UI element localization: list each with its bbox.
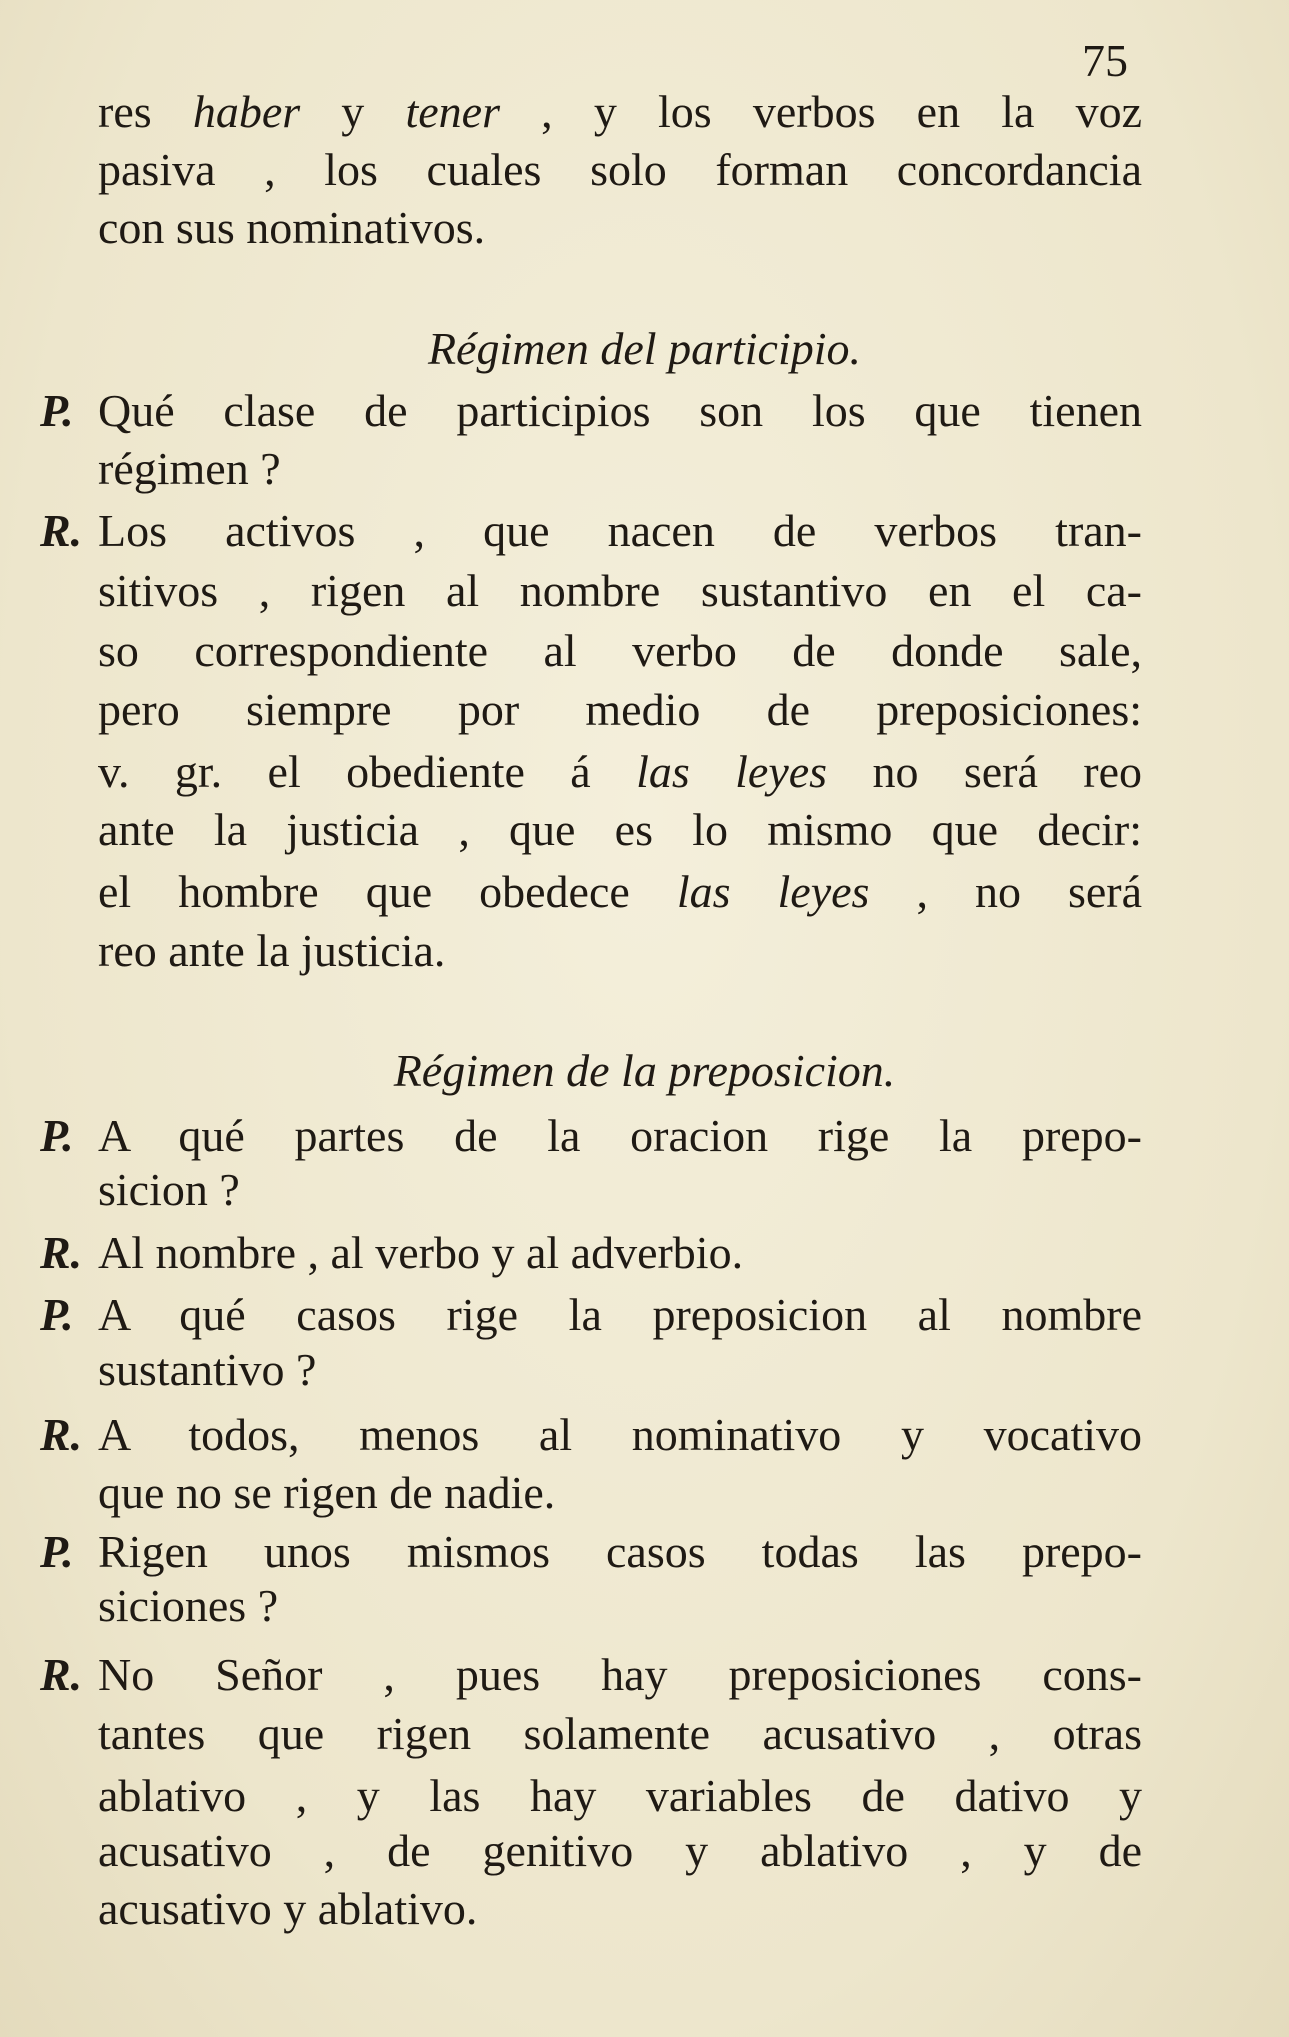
text-segment: reo ante la justicia. (98, 925, 446, 976)
text-segment: sustantivo ? (98, 1344, 317, 1395)
text-line (40, 1285, 1142, 1345)
text-segment: A todos, menos al nominativo y vocativo (98, 1409, 1142, 1460)
text-line (98, 140, 1142, 200)
question-label: P. (40, 1110, 74, 1161)
text-line (40, 1405, 1142, 1465)
text-line (98, 680, 1142, 740)
text-segment: v. gr. el obediente á (98, 746, 637, 797)
text-line (98, 1340, 1142, 1400)
answer-label: R. (40, 1649, 83, 1700)
text-segment: no será reo (827, 746, 1143, 797)
text-line (98, 561, 1142, 621)
text-segment: acusativo , de genitivo y ablativo , y de (98, 1825, 1142, 1876)
text-line (98, 1704, 1142, 1764)
text-segment: y (300, 86, 406, 137)
text-line (98, 742, 1142, 802)
text-segment: ablativo , y las hay variables de dativo y (98, 1770, 1142, 1821)
section-heading (0, 319, 1289, 379)
text-line (98, 862, 1142, 922)
italic-text: las leyes (676, 866, 870, 917)
text-segment: acusativo y ablativo. (98, 1883, 478, 1934)
text-segment: Régimen de la preposicion. (393, 1045, 896, 1096)
text-segment: A qué casos rige la preposicion al nombre (98, 1289, 1142, 1340)
italic-text: las leyes (636, 746, 828, 797)
question-label: P. (40, 385, 74, 436)
text-segment: el hombre que obedece (98, 866, 677, 917)
text-line (40, 501, 1142, 561)
text-segment: No Señor , pues hay preposiciones cons- (98, 1649, 1142, 1700)
text-segment: Régimen del participio. (427, 323, 862, 374)
answer-label: R. (40, 505, 83, 556)
text-segment: Rigen unos mismos casos todas las prepo- (98, 1526, 1142, 1577)
text-line (40, 1645, 1142, 1705)
text-line (98, 1160, 1142, 1220)
text-line (98, 439, 1142, 499)
text-line (98, 1766, 1142, 1826)
text-segment: siciones ? (98, 1580, 279, 1631)
text-line (98, 1821, 1142, 1881)
text-line (98, 621, 1142, 681)
text-segment: régimen ? (98, 443, 281, 494)
text-line (98, 1576, 1142, 1636)
text-segment: Los activos , que nacen de verbos tran- (98, 505, 1142, 556)
text-line (98, 921, 1142, 981)
text-line (98, 198, 1142, 258)
text-segment: que no se rigen de nadie. (98, 1467, 556, 1518)
question-label: P. (40, 1526, 74, 1577)
text-segment: pasiva , los cuales solo forman concordancia (98, 144, 1142, 195)
text-segment: res (98, 86, 193, 137)
text-segment: , no será (869, 866, 1142, 917)
text-line (98, 1463, 1142, 1523)
text-line (40, 1522, 1142, 1582)
text-segment: , y los verbos en la voz (500, 86, 1143, 137)
text-line (98, 82, 1142, 142)
text-line (40, 1106, 1142, 1166)
text-segment: Qué clase de participios son los que tienen (98, 385, 1142, 436)
text-segment: con sus nominativos. (98, 202, 486, 253)
text-segment: sicion ? (98, 1164, 240, 1215)
section-heading (0, 1041, 1289, 1101)
answer-label: R. (40, 1409, 83, 1460)
text-segment: ante la justicia , que es lo mismo que decir: (98, 804, 1142, 855)
text-segment: so correspondiente al verbo de donde sale, (98, 625, 1142, 676)
page-number: 75 (1082, 35, 1128, 86)
text-segment: tantes que rigen solamente acusativo , otras (98, 1708, 1142, 1759)
text-segment: pero siempre por medio de preposiciones: (98, 684, 1142, 735)
italic-text: tener (405, 86, 500, 137)
italic-text: haber (192, 86, 301, 137)
answer-label: R. (40, 1227, 83, 1278)
question-label: P. (40, 1289, 74, 1340)
text-segment: A qué partes de la oracion rige la prepo- (98, 1110, 1142, 1161)
text-line (98, 1879, 1142, 1939)
text-segment: sitivos , rigen al nombre sustantivo en el ca- (98, 565, 1142, 616)
text-line (40, 1223, 1142, 1283)
text-segment: Al nombre , al verbo y al adverbio. (98, 1227, 744, 1278)
text-line (98, 800, 1142, 860)
text-line (40, 381, 1142, 441)
